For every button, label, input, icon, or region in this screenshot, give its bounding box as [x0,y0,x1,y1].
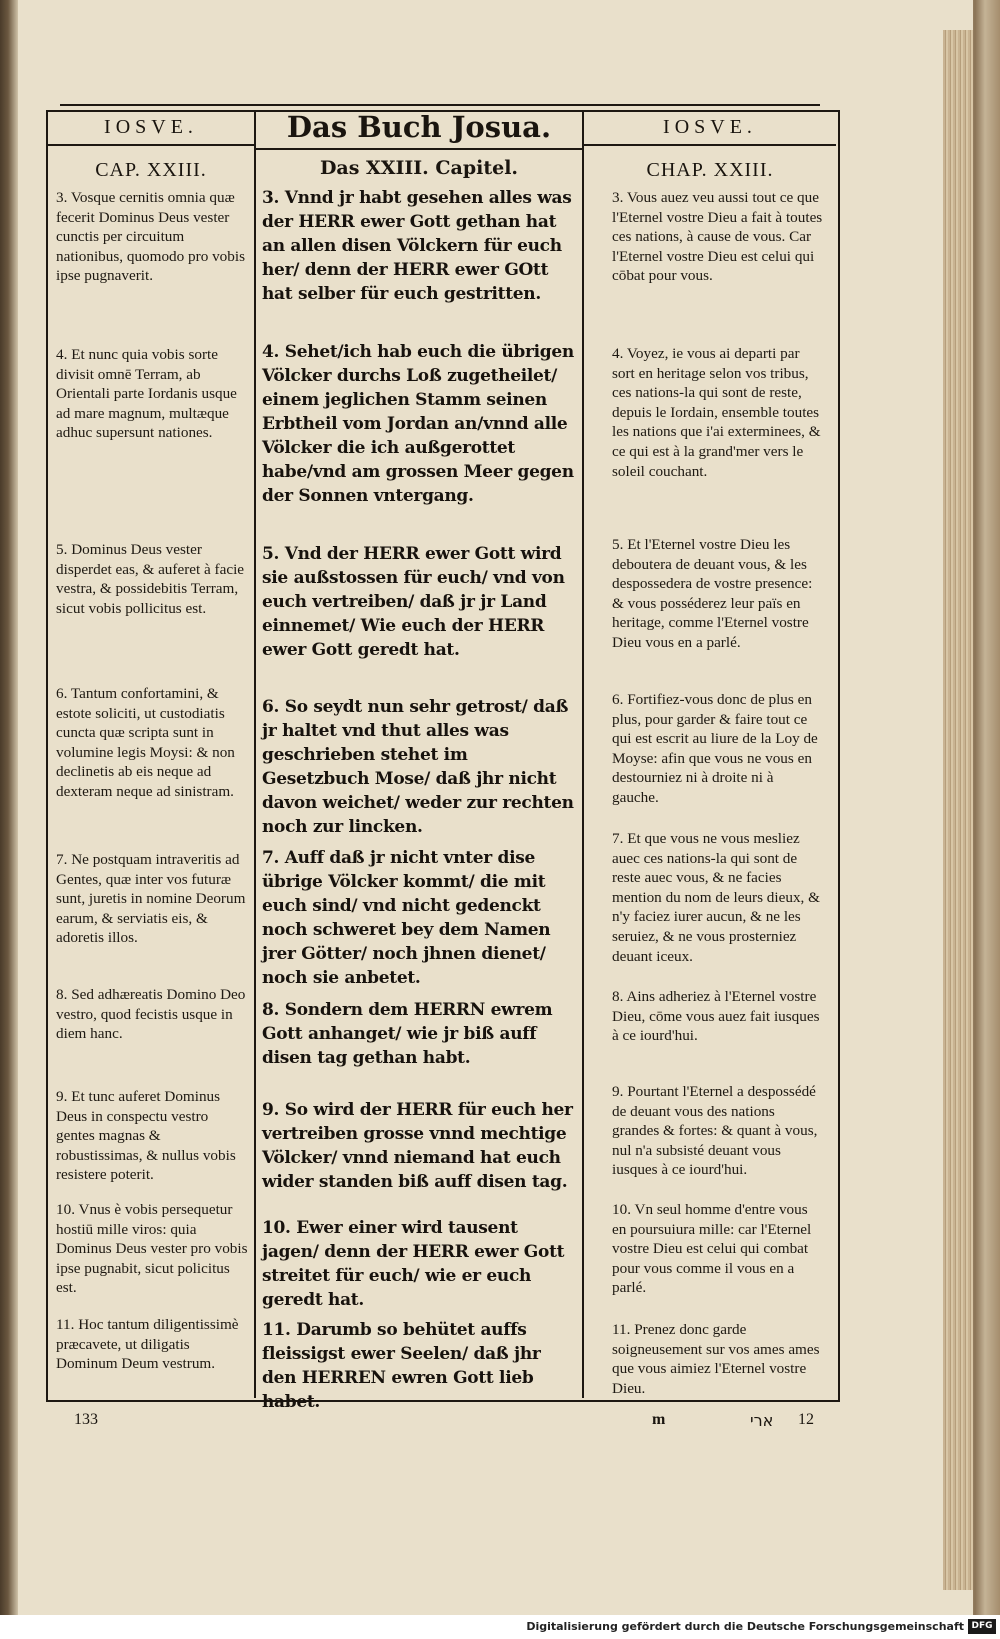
hebrew-mark: ארי [750,1411,774,1430]
credit-bar [0,1615,1000,1639]
latin-verse-3: 3. Vosque cernitis omnia quæ fecerit Dominus Deus vester cunctis per circuitum nationibus, quomodo pro vobis ipse pugnaverit. [56,189,245,285]
header-rule-left [46,144,254,146]
latin-verse-8: 8. Sed adhæreatis Domino Deo vestro, quod fecistis usque in diem hanc. [56,986,246,1043]
french-verse-7: 7. Et que vous ne vous mesliez auec ces nations-la qui sont de reste auec vous, & ne facies mention du nom de leurs dieux, & n'y faciez iurer aucun, & ne les seruiez, & ne vous prosterniez deuant iceux. [612,830,820,965]
latin-verse-9: 9. Et tunc auferet Dominus Deus in conspectu vestro gentes magnas & robustissimas, & nullus vobis resistere poterit. [56,1088,236,1184]
german-verse-8: 8. Sondern dem HERRN ewrem Gott anhanget/ wie jr biß auff disen tag gethan habt. [262,1000,553,1068]
latin-verse-10: 10. Vnus è vobis persequetur hostiū mille viros: quia Dominus Deus vester pro vobis ipse pugnabit, sicut policitus est. [56,1201,248,1297]
french-verse-5: 5. Et l'Eternel vostre Dieu les deboutera de deuant vous, & les despossedera de vostre presence: & vous posséderez leur païs en heritage, comme l'Eternel vostre Dieu vous en a parlé. [612,536,813,651]
chapter-heading-latin: CAP. XXIII. [95,159,207,181]
folio-number: 12 [798,1411,814,1428]
german-verse-9: 9. So wird der HERR für euch her vertreiben grosse vnnd mechtige Völcker/ vnnd niemand hat euch wider standen biß auff disen tag. [262,1100,573,1192]
column-rule-left [254,110,256,1398]
latin-verse-6: 6. Tantum confortamini, & estote soliciti, ut custodiatis cuncta quæ scripta sunt in volumine legis Moysi: & non declinetis ab eis neque ad dexteram neque ad sinistram. [56,685,235,800]
latin-verse-5: 5. Dominus Deus vester disperdet eas, & auferet à facie vestra, & possidebitis Terram, sicut vobis pollicitus est. [56,541,245,617]
french-verse-4: 4. Voyez, ie vous ai departi par sort en heritage selon vos tribus, ces nations-la qui sont de reste, depuis le Iordain, ensemble toutes les nations que i'ai exterminees, & ce qui est à la grand'mer vers le soleil couchant. [612,345,821,480]
german-verse-4: 4. Sehet/ich hab euch die übrigen Völcker durchs Loß zugetheilet/ einem jeglichen Stamm seinen Erbtheil vom Jordan an/vnnd alle Völcker die ich außgerottet habe/vnd am grossen Meer gegen der Sonnen vntergang. [262,342,574,506]
german-verse-3: 3. Vnnd jr habt gesehen alles was der HERR ewer Gott gethan hat an allen disen Völckern für euch her/ denn der HERR ewer GOtt hat selber für euch gestritten. [262,188,572,304]
german-verse-11: 11. Darumb so behütet auffs fleissigst ewer Seelen/ daß jhr den HERREN ewren Gott lieb habet. [262,1320,541,1412]
column-rule-right [582,110,584,1398]
header-rule-right [584,144,836,146]
german-verse-5: 5. Vnd der HERR ewer Gott wird sie außstossen für euch/ vnd von euch vertreiben/ daß jr jr Land einnemet/ Wie euch der HERR ewer Gott geredt hat. [262,544,565,660]
german-verse-10: 10. Ewer einer wird tausent jagen/ denn der HERR ewer Gott streitet für euch/ wie er euch geredt hat. [262,1218,565,1310]
running-head-right: IOSVE. [663,116,757,138]
dfg-logo: DFG [968,1619,996,1634]
french-verse-11: 11. Prenez donc garde soigneusement sur vos ames ames que vous aimiez l'Eternel vostre Dieu. [612,1321,820,1397]
german-verse-6: 6. So seydt nun sehr getrost/ daß jr haltet vnd thut alles was geschrieben stehet im Gesetzbuch Mose/ daß jhr nicht davon weichet/ weder zur rechten noch zur lincken. [262,697,574,837]
page-edge [943,30,973,1590]
french-verse-9: 9. Pourtant l'Eternel a despossédé de deuant vous des nations grandes & fortes: & quant à vous, nul n'a subsisté deuant vous iusques à ce iourd'hui. [612,1083,818,1179]
header-rule-center [256,148,582,150]
chapter-heading-french: CHAP. XXIII. [646,159,774,181]
latin-verse-4: 4. Et nunc quia vobis sorte divisit omnē Terram, ab Orientali parte Iordanis usque ad mare magnum, multæque adhuc supersunt nationes. [56,346,237,442]
latin-verse-11: 11. Hoc tantum diligentissimè præcavete, ut diligatis Dominum Deum vestrum. [56,1316,239,1373]
running-head-left: IOSVE. [104,116,198,138]
french-verse-8: 8. Ains adheriez à l'Eternel vostre Dieu, cōme vous auez fait iusques à ce iourd'hui. [612,988,820,1045]
latin-verse-7: 7. Ne postquam intraveritis ad Gentes, quæ inter vos futuræ sunt, juretis in nomine Deorum earum, & serviatis eis, & adoretis illos. [56,851,246,947]
top-rule [60,104,820,106]
french-verse-3: 3. Vous auez veu aussi tout ce que l'Eternel vostre Dieu a fait à toutes ces nations, à cause de vous. Car l'Eternel vostre Dieu est celui qui cōbat pour vous. [612,189,823,285]
credit-text: Digitalisierung gefördert durch die Deutsche Forschungsgemeinschaft [526,1620,964,1633]
running-head-center: Das Buch Josua. [286,110,552,144]
signature-mark: m [652,1411,666,1428]
german-verse-7: 7. Auff daß jr nicht vnter dise übrige Völcker kommt/ die mit euch sind/ vnd nicht gedenckt noch schweret bey dem Namen jrer Götter/ noch jhnen dienet/ noch sie anbetet. [262,848,551,988]
french-verse-10: 10. Vn seul homme d'entre vous en poursuiura mille: car l'Eternel vostre Dieu est celui qui combat pour vous comme il vous en a parlé. [612,1201,812,1297]
french-verse-6: 6. Fortifiez-vous donc de plus en plus, pour garder & faire tout ce qui est escrit au liure de la Loy de Moyse: afin que vous ne vous en destourniez ni à droite ni à gauche. [612,691,818,806]
chapter-heading-german: Das XXIII. Capitel. [319,157,519,179]
page-number: 133 [74,1411,98,1428]
